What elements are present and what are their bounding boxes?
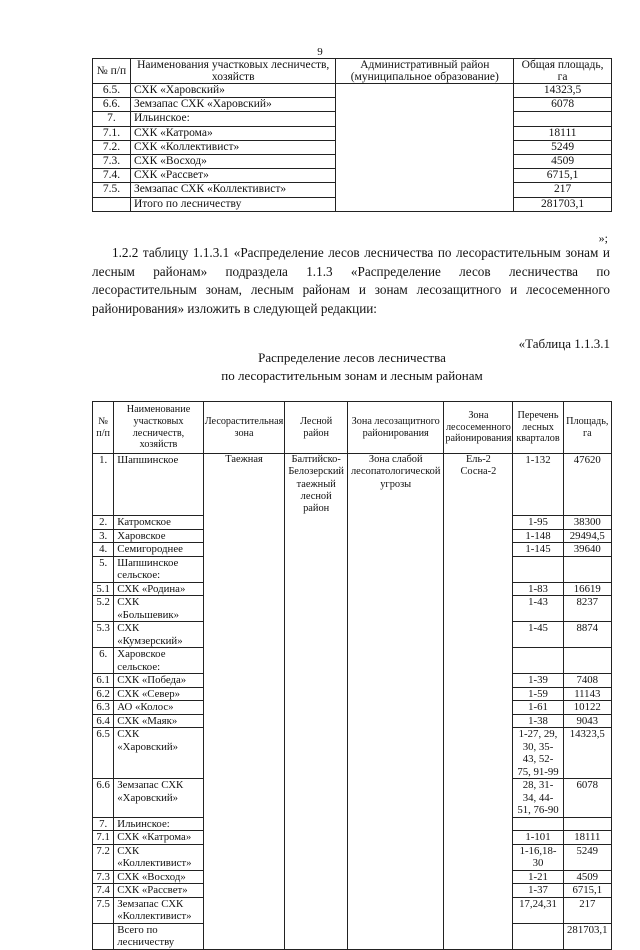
row-number xyxy=(93,197,131,211)
row-area: 217 xyxy=(514,183,612,197)
forest-region-cell xyxy=(285,817,348,831)
seed-zone-cell xyxy=(444,844,513,870)
header-name: Наименования участковых лесничеств, хозяйств xyxy=(130,59,336,84)
row-area: 18111 xyxy=(563,831,611,845)
row-quarters xyxy=(513,556,563,582)
row-name: Семигороднее xyxy=(114,543,203,557)
protection-zone-cell xyxy=(348,596,444,622)
header-seed-zone: Зона лесосеменного районирования xyxy=(444,402,513,454)
seed-zone-cell xyxy=(444,529,513,543)
table-title xyxy=(92,349,612,384)
row-name: СХК «Победа» xyxy=(114,674,203,688)
protection-zone-cell xyxy=(348,897,444,923)
row-area: 6715,1 xyxy=(514,169,612,183)
row-number: 2. xyxy=(93,516,114,530)
row-area: 16619 xyxy=(563,582,611,596)
table-header-row xyxy=(93,402,612,454)
protection-zone-cell xyxy=(348,923,444,949)
zone-cell xyxy=(203,582,285,596)
row-area: 6078 xyxy=(563,779,611,818)
row-quarters: 1-38 xyxy=(513,714,563,728)
row-number: 6.6 xyxy=(93,779,114,818)
forest-region-cell xyxy=(285,831,348,845)
table-row xyxy=(93,582,612,596)
row-area: 47620 xyxy=(563,454,611,516)
row-name: Харовское сельское: xyxy=(114,648,203,674)
zone-cell xyxy=(203,687,285,701)
page-number: 9 xyxy=(317,46,323,58)
row-area: 281703,1 xyxy=(514,197,612,211)
row-number xyxy=(93,923,114,949)
protection-zone-cell xyxy=(348,556,444,582)
zone-cell xyxy=(203,897,285,923)
forest-region-cell xyxy=(285,648,348,674)
header-quarters: Перечень лесных кварталов xyxy=(513,402,563,454)
protection-zone-cell xyxy=(348,516,444,530)
seed-zone-cell xyxy=(444,556,513,582)
protection-zone-cell: Зона слабой лесопатологической угрозы xyxy=(348,454,444,516)
seed-zone-cell xyxy=(444,543,513,557)
row-number: 7.2. xyxy=(93,140,131,154)
row-area: 9043 xyxy=(563,714,611,728)
seed-zone-cell xyxy=(444,923,513,949)
row-quarters: 28, 31-34, 44-51, 76-90 xyxy=(513,779,563,818)
forest-region-cell: Балтийско-Белозерский таежный лесной район xyxy=(285,454,348,516)
row-name: Шапшинское сельское: xyxy=(114,556,203,582)
row-number: 6.5 xyxy=(93,728,114,779)
forest-region-cell xyxy=(285,596,348,622)
row-district xyxy=(336,84,514,212)
row-number: 7.4 xyxy=(93,884,114,898)
table-row xyxy=(93,674,612,688)
table-row xyxy=(93,844,612,870)
zone-cell xyxy=(203,870,285,884)
table-row xyxy=(93,556,612,582)
protection-zone-cell xyxy=(348,529,444,543)
row-quarters xyxy=(513,817,563,831)
row-quarters xyxy=(513,923,563,949)
row-area: 29494,5 xyxy=(563,529,611,543)
table-row xyxy=(93,817,612,831)
zone-cell xyxy=(203,844,285,870)
row-quarters: 1-83 xyxy=(513,582,563,596)
row-name: СХК «Харовский» xyxy=(130,84,336,98)
seed-zone-cell xyxy=(444,648,513,674)
header-name: Наименование участковых лесничеств, хозяйств xyxy=(114,402,203,454)
row-number: 3. xyxy=(93,529,114,543)
row-area xyxy=(563,556,611,582)
row-area: 10122 xyxy=(563,701,611,715)
continuation-table xyxy=(92,58,612,212)
row-name: СХК «Восход» xyxy=(130,155,336,169)
row-area: 4509 xyxy=(514,155,612,169)
protection-zone-cell xyxy=(348,831,444,845)
seed-zone-cell xyxy=(444,622,513,648)
closing-quote: »; xyxy=(598,231,608,245)
header-number: № п/п xyxy=(93,59,131,84)
table-row xyxy=(93,529,612,543)
row-name: СХК «Восход» xyxy=(114,870,203,884)
row-number: 5.1 xyxy=(93,582,114,596)
forest-region-cell xyxy=(285,622,348,648)
row-area: 39640 xyxy=(563,543,611,557)
row-number: 5.3 xyxy=(93,622,114,648)
protection-zone-cell xyxy=(348,884,444,898)
table-row xyxy=(93,897,612,923)
header-area: Площадь, га xyxy=(563,402,611,454)
zone-cell xyxy=(203,556,285,582)
row-quarters: 17,24,31 xyxy=(513,897,563,923)
forest-region-cell xyxy=(285,556,348,582)
table-row xyxy=(93,884,612,898)
forest-region-cell xyxy=(285,870,348,884)
row-area: 4509 xyxy=(563,870,611,884)
row-name: СХК «Катрома» xyxy=(114,831,203,845)
seed-zone-cell xyxy=(444,831,513,845)
seed-zone-cell xyxy=(444,714,513,728)
row-area: 38300 xyxy=(563,516,611,530)
protection-zone-cell xyxy=(348,582,444,596)
zone-cell xyxy=(203,884,285,898)
seed-zone-cell xyxy=(444,817,513,831)
row-area: 14323,5 xyxy=(514,84,612,98)
forest-region-cell xyxy=(285,543,348,557)
row-quarters xyxy=(513,648,563,674)
row-name: СХК «Рассвет» xyxy=(114,884,203,898)
row-number: 6.4 xyxy=(93,714,114,728)
row-area: 217 xyxy=(563,897,611,923)
table-row xyxy=(93,923,612,949)
table-row xyxy=(93,779,612,818)
row-quarters: 1-45 xyxy=(513,622,563,648)
row-area xyxy=(514,112,612,126)
row-number: 6.3 xyxy=(93,701,114,715)
table-row xyxy=(93,701,612,715)
protection-zone-cell xyxy=(348,870,444,884)
zone-cell xyxy=(203,701,285,715)
protection-zone-cell xyxy=(348,728,444,779)
row-number: 5. xyxy=(93,556,114,582)
row-number: 7.1 xyxy=(93,831,114,845)
row-name: СХК «Север» xyxy=(114,687,203,701)
protection-zone-cell xyxy=(348,674,444,688)
row-quarters: 1-145 xyxy=(513,543,563,557)
zone-cell xyxy=(203,831,285,845)
forest-region-cell xyxy=(285,516,348,530)
seed-zone-cell: Ель-2 Сосна-2 xyxy=(444,454,513,516)
seed-zone-cell xyxy=(444,897,513,923)
row-quarters: 1-39 xyxy=(513,674,563,688)
protection-zone-cell xyxy=(348,687,444,701)
zone-cell xyxy=(203,596,285,622)
row-number: 7.1. xyxy=(93,126,131,140)
protection-zone-cell xyxy=(348,701,444,715)
row-area: 6715,1 xyxy=(563,884,611,898)
table-row xyxy=(93,516,612,530)
row-name: Харовское xyxy=(114,529,203,543)
row-number: 1. xyxy=(93,454,114,516)
row-name: Земзапас СХК «Харовский» xyxy=(114,779,203,818)
table-row xyxy=(93,831,612,845)
row-area: 5249 xyxy=(514,140,612,154)
zone-cell xyxy=(203,714,285,728)
row-area: 8237 xyxy=(563,596,611,622)
header-protection-zone: Зона лесозащитного районирования xyxy=(348,402,444,454)
seed-zone-cell xyxy=(444,870,513,884)
table-row xyxy=(93,714,612,728)
row-name: СХК «Катрома» xyxy=(130,126,336,140)
zone-cell xyxy=(203,648,285,674)
row-number: 7.2 xyxy=(93,844,114,870)
seed-zone-cell xyxy=(444,516,513,530)
zone-cell: Таежная xyxy=(203,454,285,516)
seed-zone-cell xyxy=(444,674,513,688)
row-number: 7. xyxy=(93,112,131,126)
row-name: СХК «Родина» xyxy=(114,582,203,596)
zone-cell xyxy=(203,728,285,779)
table-header-row xyxy=(93,59,612,84)
row-area: 8874 xyxy=(563,622,611,648)
forest-region-cell xyxy=(285,728,348,779)
zone-cell xyxy=(203,674,285,688)
table-row xyxy=(93,648,612,674)
forest-region-cell xyxy=(285,844,348,870)
seed-zone-cell xyxy=(444,687,513,701)
seed-zone-cell xyxy=(444,582,513,596)
forest-region-cell xyxy=(285,674,348,688)
table-title-line-1: Распределение лесов лесничества xyxy=(258,350,446,365)
distribution-table xyxy=(92,401,612,950)
row-quarters: 1-61 xyxy=(513,701,563,715)
table-row xyxy=(93,870,612,884)
row-name: СХК «Кумзерский» xyxy=(114,622,203,648)
row-name: Катромское xyxy=(114,516,203,530)
table-title-line-2: по лесорастительным зонам и лесным районам xyxy=(221,367,483,383)
row-name: Итого по лесничеству xyxy=(130,197,336,211)
row-name: Земзапас СХК «Коллективист» xyxy=(114,897,203,923)
amendment-paragraph: 1.2.2 таблицу 1.1.3.1 «Распределение лесов лесничества по лесорастительным зонам и лесным районам» подраздела 1.1.3 «Распределение лесов лесничества по лесорастительным зонам, лесным районам и зонам лесозащитного и лесосеменного районирования» изложить в следующей редакции: xyxy=(92,245,610,316)
row-quarters: 1-37 xyxy=(513,884,563,898)
row-quarters: 1-43 xyxy=(513,596,563,622)
header-forest-zone: Лесорастительная зона xyxy=(203,402,285,454)
row-name: СХК «Харовский» xyxy=(114,728,203,779)
zone-cell xyxy=(203,543,285,557)
table-label: «Таблица 1.1.3.1 xyxy=(518,336,610,351)
header-forest-region: Лесной район xyxy=(285,402,348,454)
row-number: 6.2 xyxy=(93,687,114,701)
row-name: АО «Колос» xyxy=(114,701,203,715)
row-name: Всего по лесничеству xyxy=(114,923,203,949)
row-number: 6.5. xyxy=(93,84,131,98)
row-name: Земзапас СХК «Коллективист» xyxy=(130,183,336,197)
seed-zone-cell xyxy=(444,701,513,715)
zone-cell xyxy=(203,817,285,831)
row-number: 5.2 xyxy=(93,596,114,622)
protection-zone-cell xyxy=(348,817,444,831)
table-row xyxy=(93,84,612,98)
row-area xyxy=(563,817,611,831)
row-name: Ильинское: xyxy=(130,112,336,126)
seed-zone-cell xyxy=(444,596,513,622)
protection-zone-cell xyxy=(348,714,444,728)
row-quarters: 1-148 xyxy=(513,529,563,543)
row-name: СХК «Коллективист» xyxy=(114,844,203,870)
row-area: 14323,5 xyxy=(563,728,611,779)
forest-region-cell xyxy=(285,529,348,543)
forest-region-cell xyxy=(285,923,348,949)
row-area: 5249 xyxy=(563,844,611,870)
forest-region-cell xyxy=(285,884,348,898)
row-area: 18111 xyxy=(514,126,612,140)
row-number: 7.3 xyxy=(93,870,114,884)
row-number: 7. xyxy=(93,817,114,831)
table-row xyxy=(93,687,612,701)
zone-cell xyxy=(203,622,285,648)
row-number: 7.5 xyxy=(93,897,114,923)
row-name: СХК «Коллективист» xyxy=(130,140,336,154)
row-number: 4. xyxy=(93,543,114,557)
protection-zone-cell xyxy=(348,543,444,557)
table-row xyxy=(93,728,612,779)
row-number: 7.3. xyxy=(93,155,131,169)
row-quarters: 1-95 xyxy=(513,516,563,530)
table-row xyxy=(93,622,612,648)
table-row xyxy=(93,596,612,622)
row-name: Земзапас СХК «Харовский» xyxy=(130,98,336,112)
row-quarters: 1-101 xyxy=(513,831,563,845)
row-area: 281703,1 xyxy=(563,923,611,949)
row-area: 6078 xyxy=(514,98,612,112)
row-area: 11143 xyxy=(563,687,611,701)
row-number: 6.1 xyxy=(93,674,114,688)
protection-zone-cell xyxy=(348,622,444,648)
header-area: Общая площадь, га xyxy=(514,59,612,84)
zone-cell xyxy=(203,529,285,543)
table-row xyxy=(93,543,612,557)
table-row xyxy=(93,454,612,516)
forest-region-cell xyxy=(285,582,348,596)
forest-region-cell xyxy=(285,714,348,728)
forest-region-cell xyxy=(285,779,348,818)
seed-zone-cell xyxy=(444,884,513,898)
row-quarters: 1-27, 29, 30, 35-43, 52-75, 91-99 xyxy=(513,728,563,779)
row-quarters: 1-16,18-30 xyxy=(513,844,563,870)
distribution-table-body xyxy=(93,454,612,949)
forest-region-cell xyxy=(285,701,348,715)
row-name: СХК «Маяк» xyxy=(114,714,203,728)
row-name: Ильинское: xyxy=(114,817,203,831)
row-quarters: 1-132 xyxy=(513,454,563,516)
row-number: 7.5. xyxy=(93,183,131,197)
row-name: СХК «Рассвет» xyxy=(130,169,336,183)
row-name: СХК «Большевик» xyxy=(114,596,203,622)
row-quarters: 1-21 xyxy=(513,870,563,884)
forest-region-cell xyxy=(285,687,348,701)
row-quarters: 1-59 xyxy=(513,687,563,701)
forest-region-cell xyxy=(285,897,348,923)
zone-cell xyxy=(203,779,285,818)
row-number: 6.6. xyxy=(93,98,131,112)
seed-zone-cell xyxy=(444,779,513,818)
row-area xyxy=(563,648,611,674)
row-number: 6. xyxy=(93,648,114,674)
protection-zone-cell xyxy=(348,648,444,674)
header-number: № п/п xyxy=(93,402,114,454)
zone-cell xyxy=(203,516,285,530)
continuation-table-body xyxy=(93,84,612,212)
zone-cell xyxy=(203,923,285,949)
seed-zone-cell xyxy=(444,728,513,779)
row-number: 7.4. xyxy=(93,169,131,183)
row-area: 7408 xyxy=(563,674,611,688)
header-district: Административный район (муниципальное образование) xyxy=(336,59,514,84)
row-name: Шапшинское xyxy=(114,454,203,516)
protection-zone-cell xyxy=(348,844,444,870)
protection-zone-cell xyxy=(348,779,444,818)
